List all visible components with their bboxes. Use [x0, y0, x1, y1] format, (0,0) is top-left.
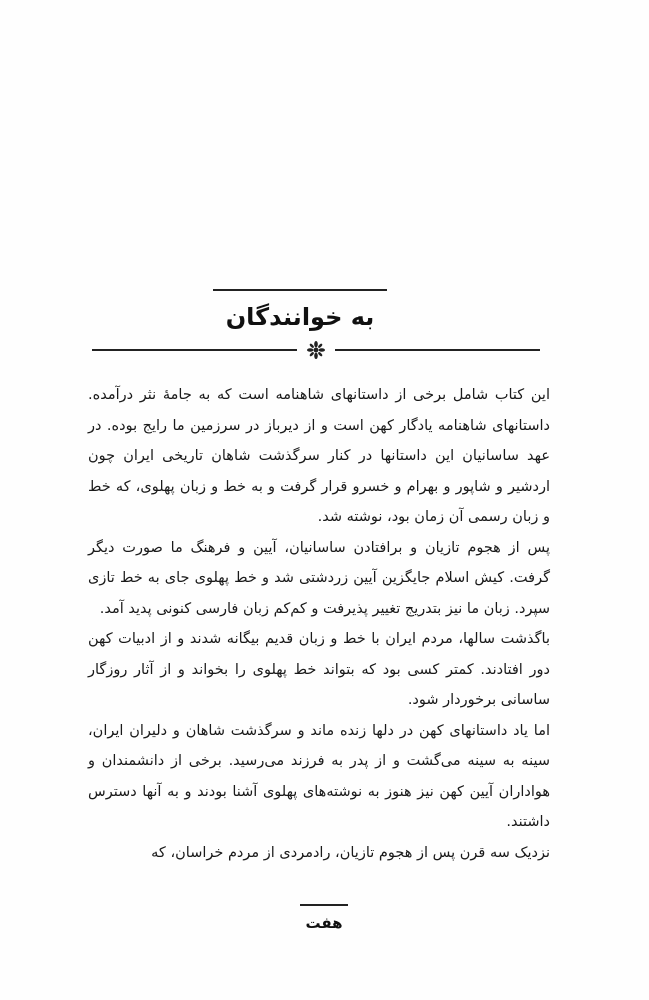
chapter-title: به خوانندگان — [225, 303, 375, 331]
flower-ornament-icon — [304, 340, 328, 360]
divider-line-right — [335, 349, 540, 351]
title-ornament-divider — [92, 340, 540, 360]
title-top-rule — [213, 289, 387, 291]
paragraph-5: نزدیک سه قرن پس از هجوم تازیان، رادمردی از مردم خراسان، که — [151, 844, 550, 861]
folio-rule — [300, 904, 348, 906]
paragraph-2: پس از هجوم تازیان و برافتادن ساسانیان، آیین و فرهنگ ما صورت دیگر گرفت. کیش اسلام جایگزین آیین زردشتی شد و خط پهلوی جای به خط تازی سپرد. زبان ما نیز بتدریج تغییر پذیرفت و کم‌کم زبان فارسی کنونی پدید آمد. — [88, 539, 550, 617]
paragraph-1: این کتاب شامل برخی از داستانهای شاهنامه است که به جامهٔ نثر درآمده. داستانهای شاهنامه یادگار کهن است و از دیرباز در سرزمین ما رایج بوده. در عهد ساسانیان این داستانها در کنار سرگذشت شاهان تاریخی ایران چون اردشیر و شاپور و بهرام و خسرو قرار گرفت و به خط و زبان پهلوی، که خط و زبان رسمی آن زمان بود، نوشته شد. — [88, 387, 550, 525]
divider-line-left — [92, 349, 297, 351]
page-number: هفت — [305, 914, 343, 932]
paragraph-3: باگذشت سالها، مردم ایران با خط و زبان قدیم بیگانه شدند و از ادبیات کهن دور افتادند. کمتر کسی بود که بتواند خط پهلوی را بخواند و از آثار روزگار ساسانی برخوردار شود. — [88, 631, 550, 708]
body-text — [88, 380, 550, 868]
paragraph-4: اما یاد داستانهای کهن در دلها زنده ماند و سرگذشت شاهان و دلیران ایران، سینه به سینه می‌گشت و از پدر به فرزند می‌رسید. برخی از دانشمندان و هواداران آیین کهن نیز هنوز به نوشته‌های پهلوی آشنا بودند و به آنها دسترس داشتند. — [88, 722, 550, 830]
